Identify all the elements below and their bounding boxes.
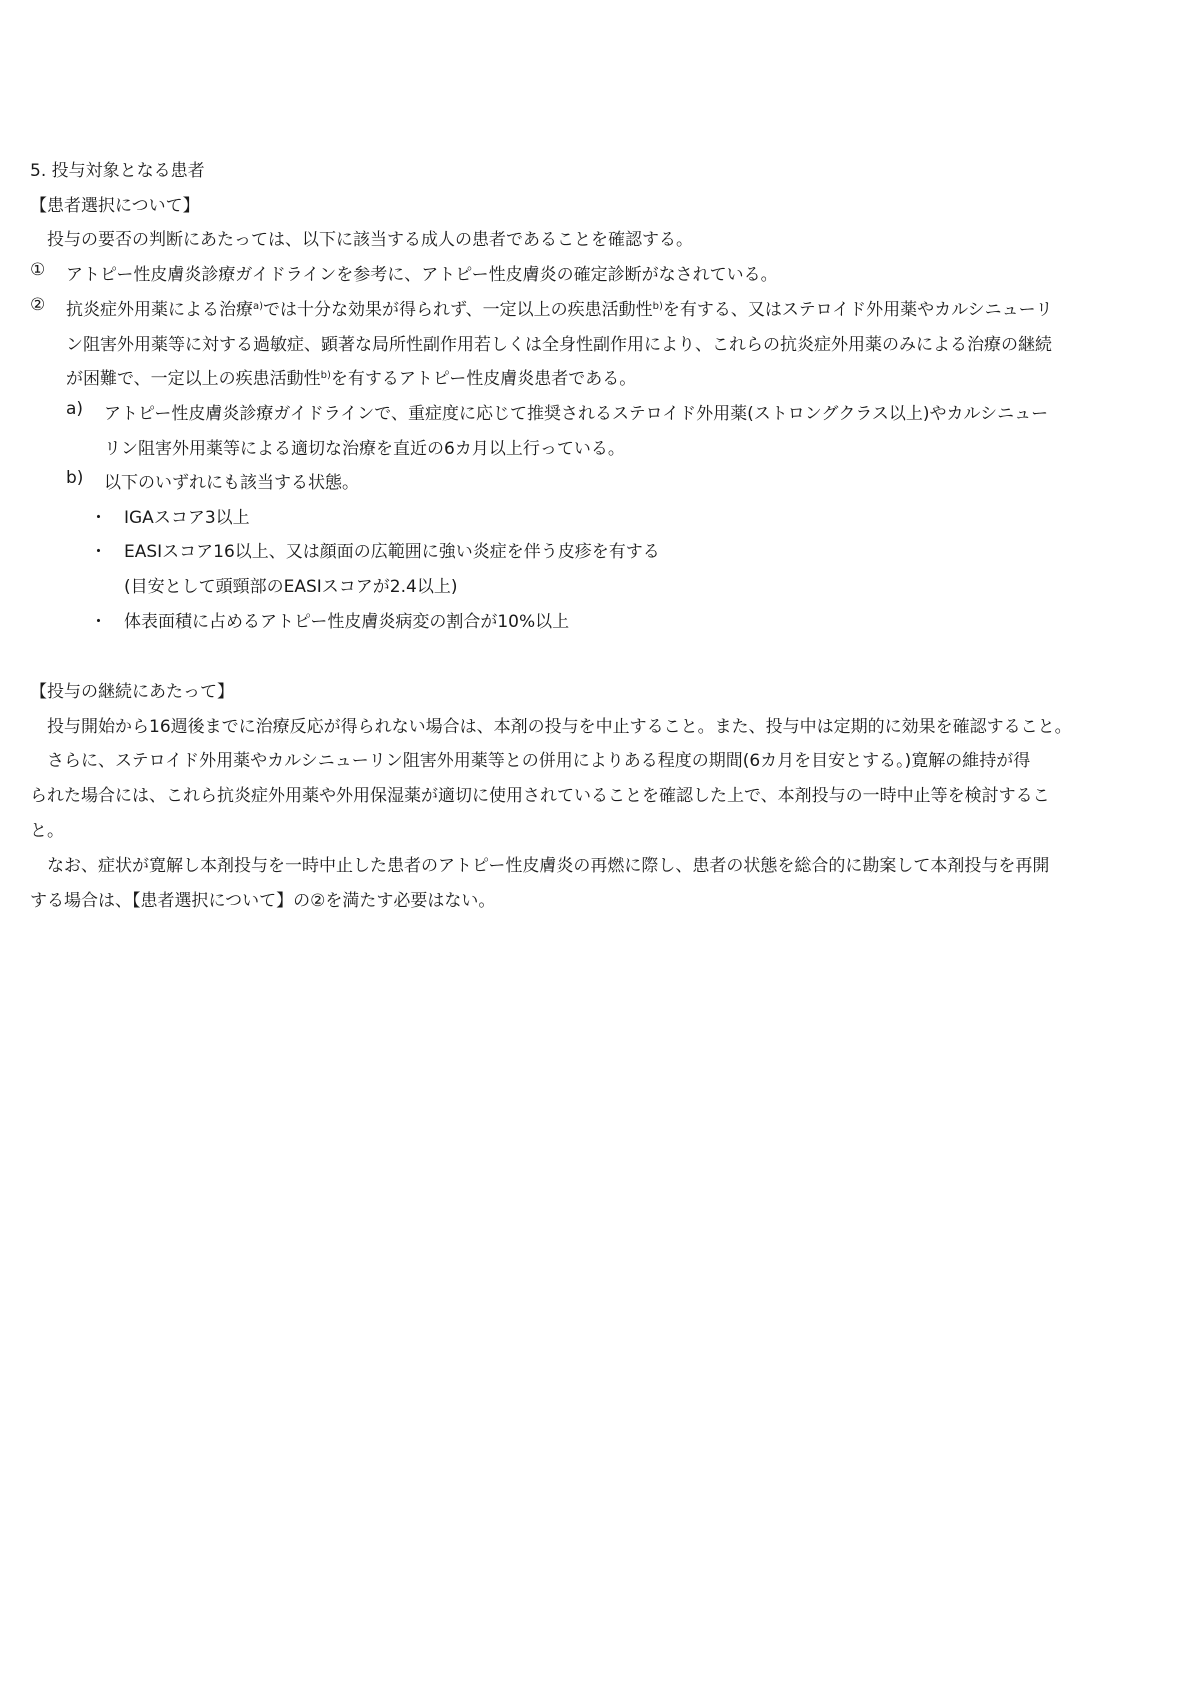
item2-line1 xyxy=(66,295,1053,320)
item1-text: アトピー性皮膚炎診療ガイドラインを参考に、アトピー性皮膚炎の確定診断がなされている。 xyxy=(66,265,778,285)
continuation-title: 【投与の継続にあたって】 xyxy=(30,682,234,702)
bullet-bsa: 体表面積に占めるアトピー性皮膚炎病変の割合が10%以上 xyxy=(124,612,570,632)
continuation-p2-line1: さらに、ステロイド外用薬やカルシニューリン阻害外用薬等との併用によりある程度の期間(6カ月を目安とする。)寛解の維持が得 xyxy=(47,751,1031,771)
item2-line3 xyxy=(66,364,636,389)
item2-line2: ン阻害外用薬等に対する過敏症、顕著な局所性副作用若しくは全身性副作用により、これらの抗炎症外用薬のみによる治療の継続 xyxy=(66,335,1052,355)
continuation-p2-line3: と。 xyxy=(30,821,64,841)
bullet-mark: ・ xyxy=(90,612,107,632)
selection-title: 【患者選択について】 xyxy=(30,196,200,216)
item2-marker: ② xyxy=(30,295,46,315)
sub-a-line1: アトピー性皮膚炎診療ガイドラインで、重症度に応じて推奨されるステロイド外用薬(ストロングクラス以上)やカルシニュー xyxy=(104,404,1049,424)
item2-line1-pre: 抗炎症外用薬による治療 xyxy=(66,300,253,320)
item2-line1-post: を有する、又はステロイド外用薬やカルシニューリ xyxy=(662,300,1053,320)
sub-a-marker: a) xyxy=(66,399,84,419)
continuation-p3-line1: なお、症状が寛解し本剤投与を一時中止した患者のアトピー性皮膚炎の再燃に際し、患者の状態を総合的に勘案して本剤投与を再開 xyxy=(47,856,1050,876)
bullet-easi: EASIスコア16以上、又は顔面の広範囲に強い炎症を伴う皮疹を有する xyxy=(124,542,660,562)
section-heading: 5. 投与対象となる患者 xyxy=(30,161,205,181)
footnote-ref-b: b) xyxy=(652,301,663,312)
bullet-iga: IGAスコア3以上 xyxy=(124,508,250,528)
continuation-p1: 投与開始から16週後までに治療反応が得られない場合は、本剤の投与を中止すること。また、投与中は定期的に効果を確認すること。 xyxy=(47,717,1072,737)
bullet-easi-note: (目安として頭頸部のEASIスコアが2.4以上) xyxy=(124,577,458,597)
continuation-p3-line2: する場合は、【患者選択について】の②を満たす必要はない。 xyxy=(30,891,496,911)
item1-marker: ① xyxy=(30,260,46,280)
footnote-ref-b-2: b) xyxy=(320,370,331,381)
sub-a-line2: リン阻害外用薬等による適切な治療を直近の6カ月以上行っている。 xyxy=(104,439,625,459)
selection-intro: 投与の要否の判断にあたっては、以下に該当する成人の患者であることを確認する。 xyxy=(47,230,693,250)
bullet-mark: ・ xyxy=(90,542,107,562)
footnote-ref-a: a) xyxy=(253,301,264,312)
item2-line3-pre: が困難で、一定以上の疾患活動性 xyxy=(66,369,321,389)
item2-line1-mid: では十分な効果が得られず、一定以上の疾患活動性 xyxy=(263,300,653,320)
sub-b-marker: b) xyxy=(66,468,84,488)
continuation-p2-line2: られた場合には、これら抗炎症外用薬や外用保湿薬が適切に使用されていることを確認した上で、本剤投与の一時中止等を検討するこ xyxy=(30,786,1050,806)
item2-line3-post: を有するアトピー性皮膚炎患者である。 xyxy=(330,369,637,389)
sub-b-text: 以下のいずれにも該当する状態。 xyxy=(104,473,359,493)
bullet-mark: ・ xyxy=(90,508,107,528)
